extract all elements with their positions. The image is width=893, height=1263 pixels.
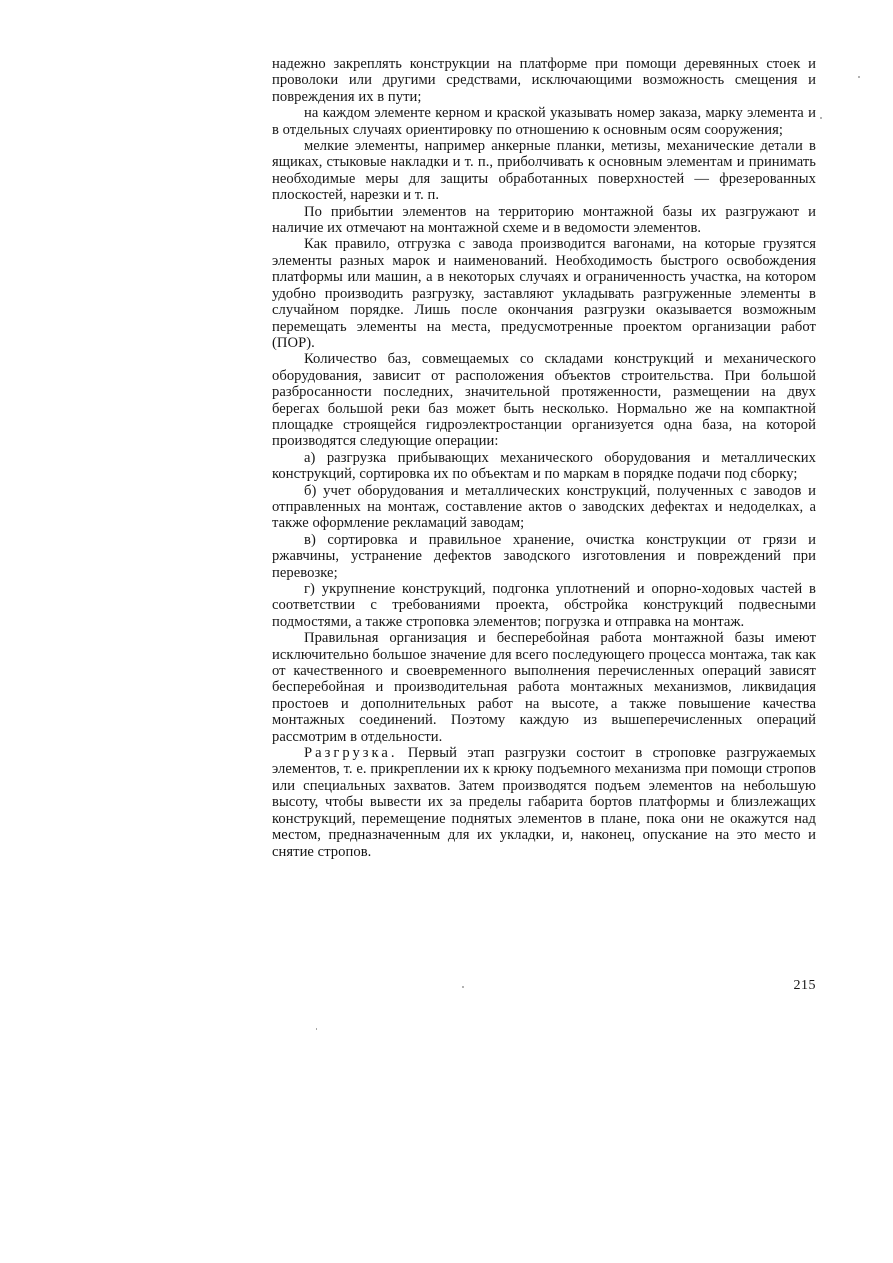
paragraph-5: Как правило, отгрузка с завода производится вагонами, на которые грузятся элементы разных марок и наименований. Необходимость быстрого освобождения платформы или машин, а в некоторых случаях и ограниченность участка, на котором удобно производить разгрузку, заставляют укладывать разгруженные элементы в случайном порядке. Лишь после окончания разгрузки оказывается возможным перемещать элементы на места, предусмотренные проектом организации работ (ПОР).: [272, 236, 816, 351]
section-heading: Разгрузка.: [304, 745, 398, 762]
scan-speck: [858, 76, 860, 78]
page-number: 215: [793, 978, 816, 993]
paragraph-3: мелкие элементы, например анкерные планки, метизы, механические детали в ящиках, стыковые накладки и т. п., приболчивать к основным элементам и принимать необходимые меры для защиты обработанных поверхностей — фрезерованных плоскостей, нарезки и т. п.: [272, 138, 816, 204]
paragraph-7: Правильная организация и бесперебойная работа монтажной базы имеют исключительно большое значение для всего последующего процесса монтажа, так как от качественного и своевременного выполнения перечисленных операций зависят бесперебойная и производительная работа монтажных механизмов, ликвидация простоев и дополнительных работ на высоте, а также повышение качества монтажных соединений. Поэтому каждую из вышеперечисленных операций рассмотрим в отдельности.: [272, 630, 816, 745]
body-text: [272, 56, 816, 860]
book-page: [272, 56, 816, 1006]
paragraph-2: на каждом элементе керном и краской указывать номер заказа, марку элемента и в отдельных случаях ориентировку по отношению к основным осям сооружения;: [272, 105, 816, 138]
scan-speck: [820, 117, 822, 119]
section-text: Первый этап разгрузки состоит в строповке разгружаемых элементов, т. е. прикреплении их к крюку подъемного механизма при помощи стропов или специальных захватов. Затем производятся подъем элементов на небольшую высоту, чтобы вывести их за пределы габарита бортов платформы и близлежащих конструкций, перемещение поднятых элементов в плане, пока они не окажутся над местом, предназначенным для их укладки, и, наконец, опускание на это место и снятие стропов.: [272, 745, 817, 860]
section-paragraph: [272, 745, 816, 860]
paragraph-6: Количество баз, совмещаемых со складами конструкций и механического оборудования, зависит от расположения объектов строительства. При большой разбросанности последних, значительной протяженности, размещении на двух берегах большой реки баз может быть несколько. Нормально же на компактной площадке строящейся гидроэлектростанции организуется одна база, на которой производятся следующие операции:: [272, 351, 816, 450]
paragraph-4: По прибытии элементов на территорию монтажной базы их разгружают и наличие их отмечают на монтажной схеме и в ведомости элементов.: [272, 203, 816, 237]
list-item-a: а) разгрузка прибывающих механического оборудования и металлических конструкций, сортировка их по объектам и по маркам в порядке подачи под сборку;: [272, 449, 816, 483]
list-item-v: в) сортировка и правильное хранение, очистка конструкции от грязи и ржавчины, устранение дефектов заводского изготовления и повреждений при перевозке;: [272, 531, 816, 581]
list-item-g: г) укрупнение конструкций, подгонка уплотнений и опорно-ходовых частей в соответствии с требованиями проекта, обстройка конструкций подвесными подмостями, а также строповка элементов; погрузка и отправка на монтаж.: [272, 581, 816, 630]
scan-speck: [316, 1028, 317, 1030]
list-item-b: б) учет оборудования и металлических конструкций, полученных с заводов и отправленных на монтаж, составление актов о заводских дефектах и недоделках, а также оформление рекламаций заводам;: [272, 482, 816, 532]
scan-speck: [462, 986, 464, 988]
paragraph-1: надежно закреплять конструкции на платформе при помощи деревянных стоек и проволоки или другими средствами, исключающими возможность смещения и повреждения их в пути;: [272, 56, 816, 105]
